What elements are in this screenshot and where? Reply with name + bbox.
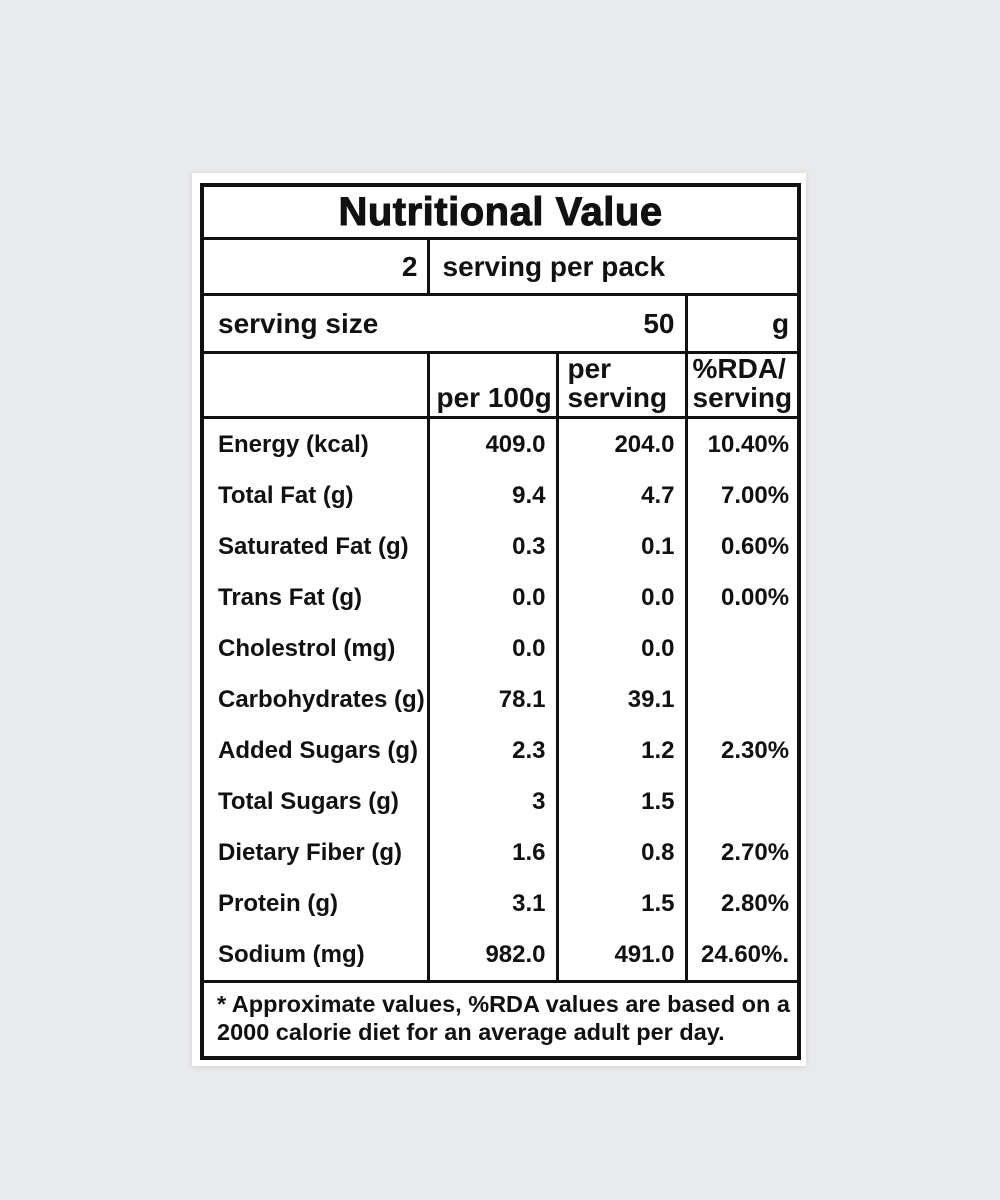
- column-header-rda-line2: serving: [692, 382, 793, 414]
- value-per-100g: 409.0: [428, 418, 557, 471]
- value-per-serving: 0.8: [557, 827, 686, 878]
- serving-size-value: 50: [643, 307, 675, 339]
- serving-size-cell: [202, 295, 686, 353]
- value-per-serving: 0.0: [557, 572, 686, 623]
- value-per-100g: 3: [428, 776, 557, 827]
- column-header-blank: [202, 353, 428, 418]
- nutrient-row-saturated-fat: [202, 521, 799, 572]
- serving-size-unit: g: [686, 295, 799, 353]
- value-rda: 24.60%.: [700, 940, 790, 968]
- value-per-serving: 4.7: [557, 470, 686, 521]
- nutrient-label: Saturated Fat (g): [202, 521, 428, 572]
- nutrient-label: Protein (g): [202, 878, 428, 929]
- nutrient-row-total-fat: [202, 470, 799, 521]
- title-row: [202, 185, 799, 239]
- nutrition-label-card: [192, 173, 806, 1066]
- value-per-100g: 982.0: [428, 929, 557, 982]
- nutrient-row-total-sugars: [202, 776, 799, 827]
- nutrient-row-carbohydrates: [202, 674, 799, 725]
- nutrient-label: Sodium (mg): [202, 929, 428, 982]
- nutrient-row-sodium: [202, 929, 799, 982]
- nutrition-table: [200, 183, 801, 1060]
- nutrient-row-protein: [202, 878, 799, 929]
- value-per-100g: 0.0: [428, 572, 557, 623]
- value-per-serving: 1.2: [557, 725, 686, 776]
- value-per-serving: 491.0: [557, 929, 686, 982]
- value-per-100g: 3.1: [428, 878, 557, 929]
- column-header-per-serving-line2: serving: [567, 382, 668, 414]
- nutrient-row-dietary-fiber: [202, 827, 799, 878]
- nutrient-row-added-sugars: [202, 725, 799, 776]
- value-rda: [686, 776, 799, 827]
- value-rda: 10.40%: [707, 430, 790, 458]
- value-rda: 7.00%: [720, 481, 790, 509]
- serving-size-flex: [204, 308, 685, 340]
- column-header-rda: [686, 353, 799, 418]
- footnote-line-2: 2000 calorie diet for an average adult per day.: [217, 1018, 725, 1045]
- value-per-100g: 2.3: [428, 725, 557, 776]
- nutrient-label: Total Sugars (g): [202, 776, 428, 827]
- footnote-row: [202, 982, 799, 1058]
- nutrient-row-energy: [202, 418, 799, 471]
- serving-size-label: serving size: [218, 307, 379, 339]
- servings-count: 2: [202, 239, 428, 295]
- column-header-rda-line1: %RDA/: [692, 353, 786, 384]
- nutrient-row-trans-fat: [202, 572, 799, 623]
- value-per-serving: 0.1: [557, 521, 686, 572]
- column-header-per-serving-line1: per: [567, 353, 612, 384]
- value-rda: 0.00%: [720, 583, 790, 611]
- value-per-100g: 1.6: [428, 827, 557, 878]
- column-header-row: [202, 353, 799, 418]
- footnote: [202, 982, 799, 1058]
- nutrient-label: Cholestrol (mg): [202, 623, 428, 674]
- value-rda: [686, 674, 799, 725]
- value-per-100g: 0.3: [428, 521, 557, 572]
- nutrient-label: Added Sugars (g): [202, 725, 428, 776]
- nutrient-label: Trans Fat (g): [202, 572, 428, 623]
- value-per-100g: 9.4: [428, 470, 557, 521]
- value-per-serving: 204.0: [557, 418, 686, 471]
- value-rda: 2.30%: [720, 736, 790, 764]
- value-per-100g: 0.0: [428, 623, 557, 674]
- value-per-serving: 0.0: [557, 623, 686, 674]
- nutrient-label: Total Fat (g): [202, 470, 428, 521]
- footnote-line-1: * Approximate values, %RDA values are based on a: [217, 991, 790, 1018]
- value-rda: [686, 623, 799, 674]
- column-header-per-serving: [557, 353, 686, 418]
- nutrient-label: Energy (kcal): [202, 418, 428, 471]
- value-per-serving: 1.5: [557, 776, 686, 827]
- label-title: Nutritional Value: [202, 185, 799, 239]
- serving-size-row: [202, 295, 799, 353]
- value-rda: 0.60%: [720, 532, 790, 560]
- nutrient-label: Carbohydrates (g): [202, 674, 428, 725]
- servings-per-pack-row: [202, 239, 799, 295]
- value-per-serving: 39.1: [557, 674, 686, 725]
- value-per-100g: 78.1: [428, 674, 557, 725]
- value-rda: 2.80%: [720, 889, 790, 917]
- value-rda: 2.70%: [720, 838, 790, 866]
- nutrient-label: Dietary Fiber (g): [202, 827, 428, 878]
- column-header-per-100g: per 100g: [428, 353, 557, 418]
- value-per-serving: 1.5: [557, 878, 686, 929]
- servings-per-pack-text: serving per pack: [428, 239, 799, 295]
- nutrient-row-cholestrol: [202, 623, 799, 674]
